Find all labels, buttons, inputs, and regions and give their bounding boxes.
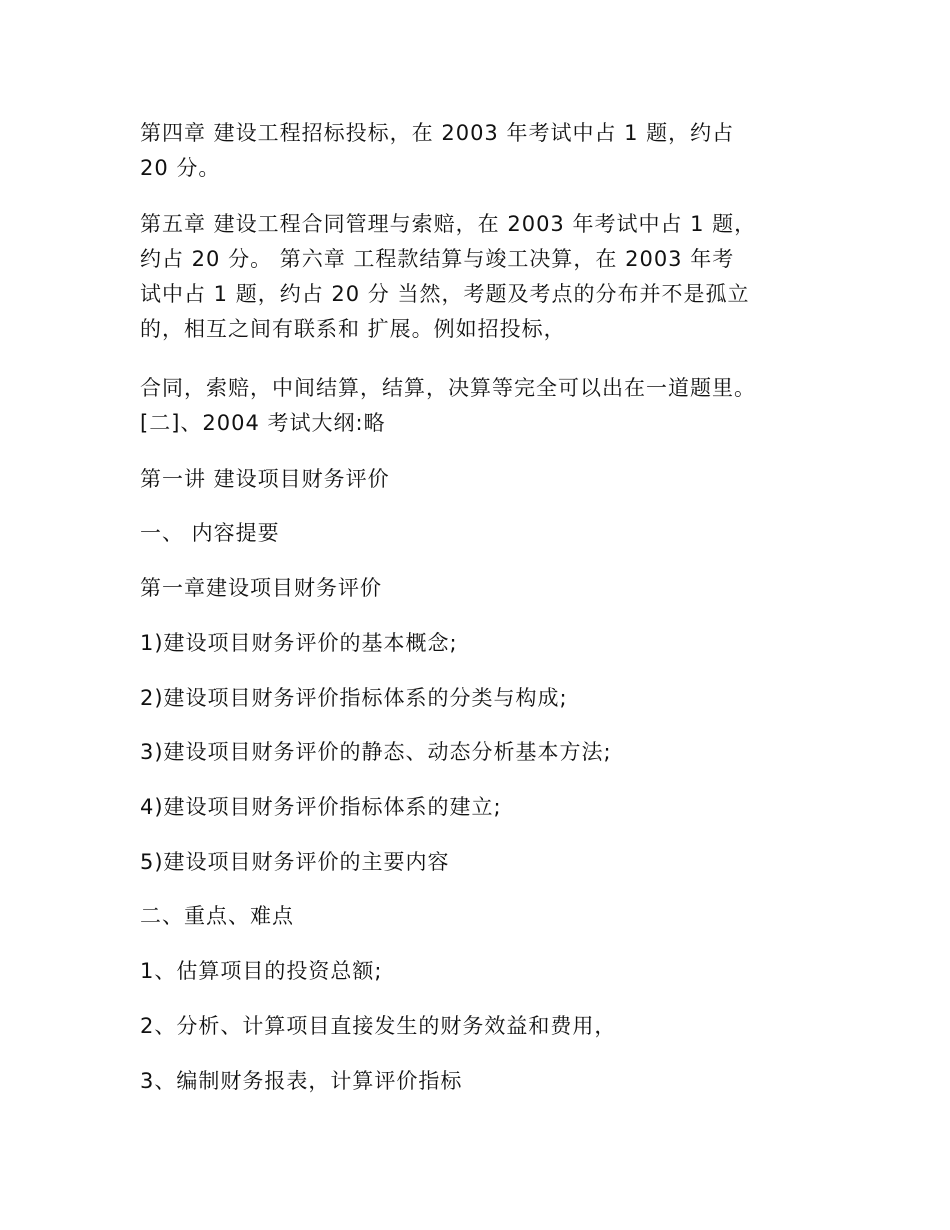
- text-line: 试中占 1 题，约占 20 分 当然，考题及考点的分布并不是孤立: [140, 282, 750, 306]
- list-item-3: [140, 735, 820, 770]
- key-point-3: [140, 1064, 820, 1099]
- section-heading-content-summary: [140, 516, 820, 551]
- paragraph-contract-syllabus: [140, 371, 820, 441]
- text-line: 一、 内容提要: [140, 521, 280, 545]
- text-line: [二]、2004 考试大纲:略: [140, 411, 386, 435]
- text-line: 合同，索赔，中间结算，结算，决算等完全可以出在一道题里。: [140, 376, 756, 400]
- text-line: 第五章 建设工程合同管理与索赔，在 2003 年考试中占 1 题，: [140, 212, 757, 236]
- text-line: 5)建设项目财务评价的主要内容: [140, 850, 450, 874]
- text-line: 的，相互之间有联系和 扩展。例如招投标，: [140, 317, 566, 341]
- text-line: 2、分析、计算项目直接发生的财务效益和费用，: [140, 1014, 617, 1038]
- lecture-heading: [140, 462, 820, 497]
- list-item-4: [140, 790, 820, 825]
- key-point-2: [140, 1009, 820, 1044]
- chapter-heading: [140, 571, 820, 606]
- text-line: 20 分。: [140, 156, 221, 180]
- paragraph-chapter-5-6: [140, 207, 820, 347]
- text-line: 二、重点、难点: [140, 904, 294, 928]
- text-line: 1、估算项目的投资总额;: [140, 959, 383, 983]
- section-heading-key-points: [140, 899, 820, 934]
- paragraph-chapter-4: [140, 116, 820, 186]
- list-item-2: [140, 681, 820, 716]
- text-line: 第四章 建设工程招标投标，在 2003 年考试中占 1 题，约占: [140, 121, 735, 145]
- text-line: 约占 20 分。 第六章 工程款结算与竣工决算，在 2003 年考: [140, 247, 735, 271]
- text-line: 3)建设项目财务评价的静态、动态分析基本方法;: [140, 740, 612, 764]
- list-item-1: [140, 626, 820, 661]
- text-line: 第一讲 建设项目财务评价: [140, 467, 390, 491]
- key-point-1: [140, 954, 820, 989]
- text-line: 3、编制财务报表，计算评价指标: [140, 1069, 463, 1093]
- text-line: 2)建设项目财务评价指标体系的分类与构成;: [140, 686, 568, 710]
- list-item-5: [140, 845, 820, 880]
- text-line: 4)建设项目财务评价指标体系的建立;: [140, 795, 502, 819]
- text-line: 第一章建设项目财务评价: [140, 576, 382, 600]
- text-line: 1)建设项目财务评价的基本概念;: [140, 631, 458, 655]
